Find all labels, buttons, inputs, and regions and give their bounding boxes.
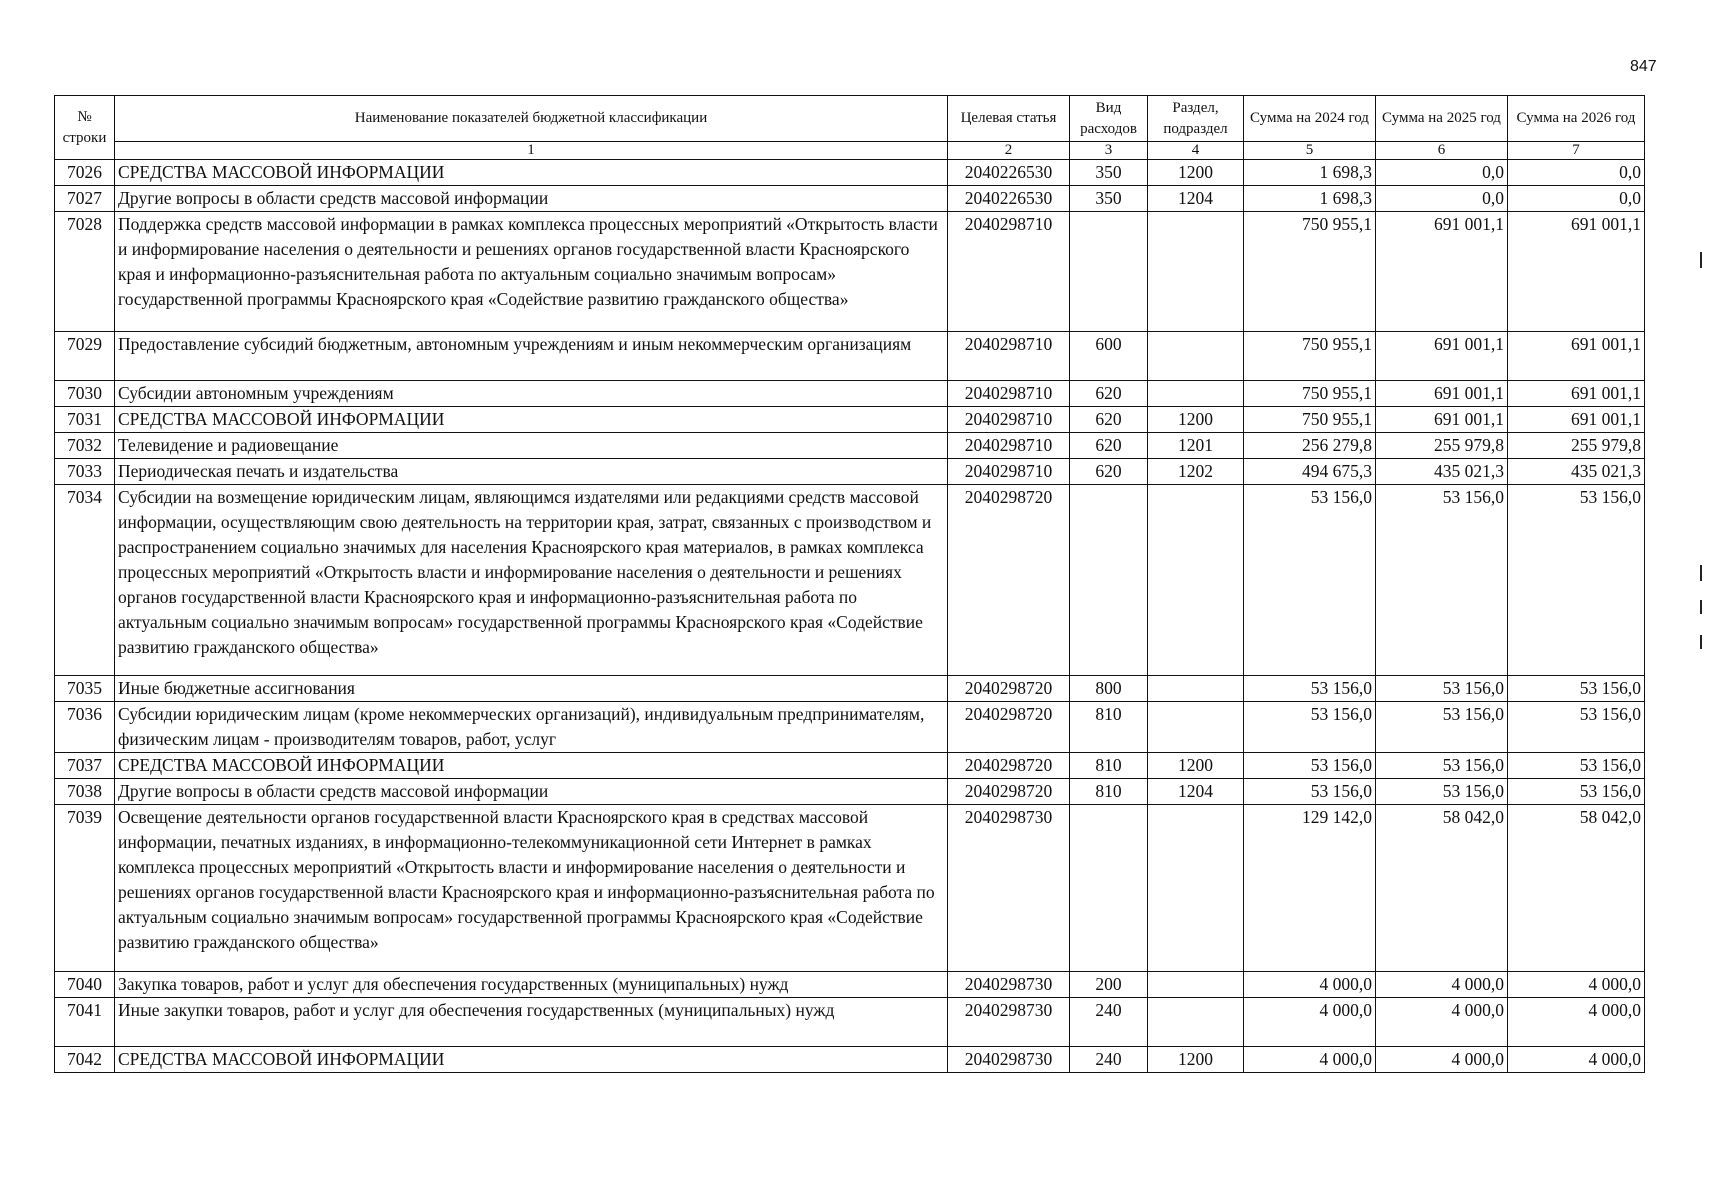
row-number: 7034 — [55, 485, 115, 676]
table-row — [55, 433, 1645, 459]
row-number: 7040 — [55, 972, 115, 998]
section-subsection — [1148, 972, 1244, 998]
indicator-name: Субсидии юридическим лицам (кроме некоммерческих организаций), индивидуальным предпринимателям, физическим лицам - производителям товаров, работ, услуг — [115, 701, 948, 752]
row-number: 7042 — [55, 1047, 115, 1073]
section-subsection — [1148, 804, 1244, 971]
column-number: 3 — [1070, 142, 1148, 160]
column-number: 2 — [948, 142, 1070, 160]
sum-2025: 435 021,3 — [1376, 459, 1508, 485]
sum-2026: 58 042,0 — [1508, 804, 1645, 971]
section-subsection — [1148, 998, 1244, 1047]
expense-kind: 800 — [1070, 675, 1148, 701]
row-number: 7030 — [55, 381, 115, 407]
sum-2026: 53 156,0 — [1508, 778, 1645, 804]
sum-2024: 750 955,1 — [1244, 212, 1376, 332]
sum-2025: 53 156,0 — [1376, 778, 1508, 804]
row-number: 7037 — [55, 752, 115, 778]
row-number: 7038 — [55, 778, 115, 804]
indicator-name: СРЕДСТВА МАССОВОЙ ИНФОРМАЦИИ — [115, 1047, 948, 1073]
expense-kind: 620 — [1070, 381, 1148, 407]
column-number: 6 — [1376, 142, 1508, 160]
table-row — [55, 675, 1645, 701]
expense-kind: 600 — [1070, 332, 1148, 381]
target-article: 2040298730 — [948, 1047, 1070, 1073]
column-number: 1 — [115, 142, 948, 160]
sum-2025: 691 001,1 — [1376, 407, 1508, 433]
column-number: 4 — [1148, 142, 1244, 160]
indicator-name: Периодическая печать и издательства — [115, 459, 948, 485]
table-row — [55, 972, 1645, 998]
sum-2025: 691 001,1 — [1376, 332, 1508, 381]
target-article: 2040298710 — [948, 433, 1070, 459]
sum-2026: 255 979,8 — [1508, 433, 1645, 459]
sum-2026: 53 156,0 — [1508, 675, 1645, 701]
table-row — [55, 381, 1645, 407]
indicator-name: Телевидение и радиовещание — [115, 433, 948, 459]
target-article: 2040226530 — [948, 186, 1070, 212]
sum-2026: 435 021,3 — [1508, 459, 1645, 485]
target-article: 2040298730 — [948, 972, 1070, 998]
sum-2024: 1 698,3 — [1244, 186, 1376, 212]
target-article: 2040298730 — [948, 998, 1070, 1047]
scan-mark — [1700, 600, 1702, 614]
sum-2024: 4 000,0 — [1244, 1047, 1376, 1073]
sum-2026: 691 001,1 — [1508, 212, 1645, 332]
section-subsection: 1201 — [1148, 433, 1244, 459]
target-article: 2040298710 — [948, 381, 1070, 407]
header-row-no: № строки — [55, 96, 115, 160]
target-article: 2040298730 — [948, 804, 1070, 971]
sum-2024: 53 156,0 — [1244, 752, 1376, 778]
indicator-name: Закупка товаров, работ и услуг для обеспечения государственных (муниципальных) нужд — [115, 972, 948, 998]
indicator-name: СРЕДСТВА МАССОВОЙ ИНФОРМАЦИИ — [115, 160, 948, 186]
section-subsection — [1148, 212, 1244, 332]
expense-kind — [1070, 804, 1148, 971]
expense-kind: 620 — [1070, 433, 1148, 459]
target-article: 2040298720 — [948, 701, 1070, 752]
sum-2025: 0,0 — [1376, 160, 1508, 186]
indicator-name: Субсидии автономным учреждениям — [115, 381, 948, 407]
sum-2024: 53 156,0 — [1244, 675, 1376, 701]
sum-2026: 53 156,0 — [1508, 752, 1645, 778]
row-number: 7029 — [55, 332, 115, 381]
row-number: 7036 — [55, 701, 115, 752]
expense-kind — [1070, 212, 1148, 332]
sum-2025: 53 156,0 — [1376, 752, 1508, 778]
sum-2024: 4 000,0 — [1244, 998, 1376, 1047]
sum-2025: 4 000,0 — [1376, 1047, 1508, 1073]
scan-mark — [1700, 565, 1702, 581]
sum-2024: 750 955,1 — [1244, 407, 1376, 433]
expense-kind — [1070, 485, 1148, 676]
sum-2024: 750 955,1 — [1244, 381, 1376, 407]
sum-2024: 4 000,0 — [1244, 972, 1376, 998]
sum-2025: 53 156,0 — [1376, 485, 1508, 676]
header-section: Раздел, подраздел — [1148, 96, 1244, 142]
sum-2024: 1 698,3 — [1244, 160, 1376, 186]
section-subsection — [1148, 332, 1244, 381]
target-article: 2040298720 — [948, 778, 1070, 804]
sum-2026: 4 000,0 — [1508, 972, 1645, 998]
sum-2026: 691 001,1 — [1508, 332, 1645, 381]
row-number: 7031 — [55, 407, 115, 433]
sum-2025: 58 042,0 — [1376, 804, 1508, 971]
table-row — [55, 752, 1645, 778]
row-number: 7033 — [55, 459, 115, 485]
indicator-name: Освещение деятельности органов государственной власти Красноярского края в средствах массовой информации, печатных изданиях, в информационно-телекоммуникационной сети Интернет в рамках комплекса процессных мероприятий «Открытость власти и информирование населения о деятельности и решениях органов государственной власти Красноярского края и информационно-разъяснительная работа по актуальным социально значимым вопросам» государственной программы Красноярского края «Содействие развитию гражданского общества» — [115, 804, 948, 971]
indicator-name: Другие вопросы в области средств массовой информации — [115, 778, 948, 804]
table-header — [55, 96, 1645, 160]
sum-2024: 256 279,8 — [1244, 433, 1376, 459]
table-row — [55, 407, 1645, 433]
section-subsection: 1202 — [1148, 459, 1244, 485]
column-number: 5 — [1244, 142, 1376, 160]
page-number: 847 — [1630, 58, 1657, 75]
sum-2026: 691 001,1 — [1508, 381, 1645, 407]
sum-2024: 129 142,0 — [1244, 804, 1376, 971]
target-article: 2040298710 — [948, 212, 1070, 332]
header-sum-2025: Сумма на 2025 год — [1376, 96, 1508, 142]
sum-2026: 53 156,0 — [1508, 485, 1645, 676]
sum-2026: 4 000,0 — [1508, 1047, 1645, 1073]
table-row — [55, 160, 1645, 186]
column-number: 7 — [1508, 142, 1645, 160]
indicator-name: Субсидии на возмещение юридическим лицам, являющимся издателями или редакциями средств массовой информации, осуществляющим свою деятельность на территории края, затрат, связанных с производством и распространением социально значимых для населения Красноярского края материалов, в рамках комплекса процессных мероприятий «Открытость власти и информирование населения о деятельности и решениях органов государственной власти Красноярского края и информационно-разъяснительная работа по актуальным социально значимым вопросам» государственной программы Красноярского края «Содействие развитию гражданского общества» — [115, 485, 948, 676]
sum-2024: 53 156,0 — [1244, 778, 1376, 804]
sum-2025: 691 001,1 — [1376, 381, 1508, 407]
sum-2025: 4 000,0 — [1376, 998, 1508, 1047]
expense-kind: 620 — [1070, 459, 1148, 485]
expense-kind: 810 — [1070, 701, 1148, 752]
scan-mark — [1700, 252, 1702, 268]
target-article: 2040298710 — [948, 332, 1070, 381]
sum-2024: 494 675,3 — [1244, 459, 1376, 485]
section-subsection: 1200 — [1148, 407, 1244, 433]
row-number: 7041 — [55, 998, 115, 1047]
sum-2025: 0,0 — [1376, 186, 1508, 212]
sum-2025: 4 000,0 — [1376, 972, 1508, 998]
table-row — [55, 459, 1645, 485]
header-name: Наименование показателей бюджетной классификации — [115, 96, 948, 142]
header-kind: Вид расходов — [1070, 96, 1148, 142]
table-row — [55, 998, 1645, 1047]
expense-kind: 620 — [1070, 407, 1148, 433]
budget-table — [54, 95, 1645, 1073]
target-article: 2040298720 — [948, 485, 1070, 676]
indicator-name: Другие вопросы в области средств массовой информации — [115, 186, 948, 212]
indicator-name: Поддержка средств массовой информации в рамках комплекса процессных мероприятий «Открытость власти и информирование населения о деятельности и решениях органов государственной власти Красноярского края и информационно-разъяснительная работа по актуальным социально значимым вопросам» государственной программы Красноярского края «Содействие развитию гражданского общества» — [115, 212, 948, 332]
table-row — [55, 778, 1645, 804]
target-article: 2040226530 — [948, 160, 1070, 186]
table-row — [55, 212, 1645, 332]
table-row — [55, 1047, 1645, 1073]
sum-2024: 750 955,1 — [1244, 332, 1376, 381]
row-number: 7032 — [55, 433, 115, 459]
section-subsection: 1204 — [1148, 186, 1244, 212]
target-article: 2040298720 — [948, 675, 1070, 701]
section-subsection: 1200 — [1148, 160, 1244, 186]
table-row — [55, 186, 1645, 212]
header-sum-2024: Сумма на 2024 год — [1244, 96, 1376, 142]
header-target: Целевая статья — [948, 96, 1070, 142]
scan-mark — [1700, 635, 1702, 649]
section-subsection: 1204 — [1148, 778, 1244, 804]
table-row — [55, 485, 1645, 676]
table-body — [55, 160, 1645, 1073]
indicator-name: СРЕДСТВА МАССОВОЙ ИНФОРМАЦИИ — [115, 752, 948, 778]
table-row — [55, 804, 1645, 971]
sum-2025: 691 001,1 — [1376, 212, 1508, 332]
section-subsection — [1148, 381, 1244, 407]
indicator-name: СРЕДСТВА МАССОВОЙ ИНФОРМАЦИИ — [115, 407, 948, 433]
section-subsection: 1200 — [1148, 752, 1244, 778]
target-article: 2040298710 — [948, 407, 1070, 433]
sum-2026: 0,0 — [1508, 186, 1645, 212]
indicator-name: Иные бюджетные ассигнования — [115, 675, 948, 701]
sum-2024: 53 156,0 — [1244, 485, 1376, 676]
expense-kind: 200 — [1070, 972, 1148, 998]
expense-kind: 810 — [1070, 778, 1148, 804]
sum-2025: 255 979,8 — [1376, 433, 1508, 459]
target-article: 2040298710 — [948, 459, 1070, 485]
table-row — [55, 701, 1645, 752]
expense-kind: 350 — [1070, 186, 1148, 212]
sum-2024: 53 156,0 — [1244, 701, 1376, 752]
section-subsection — [1148, 485, 1244, 676]
section-subsection — [1148, 675, 1244, 701]
row-number: 7035 — [55, 675, 115, 701]
table-row — [55, 332, 1645, 381]
row-number: 7028 — [55, 212, 115, 332]
sum-2025: 53 156,0 — [1376, 701, 1508, 752]
sum-2026: 691 001,1 — [1508, 407, 1645, 433]
section-subsection — [1148, 701, 1244, 752]
sum-2026: 4 000,0 — [1508, 998, 1645, 1047]
sum-2026: 53 156,0 — [1508, 701, 1645, 752]
indicator-name: Предоставление субсидий бюджетным, автономным учреждениям и иным некоммерческим организациям — [115, 332, 948, 381]
row-number: 7027 — [55, 186, 115, 212]
expense-kind: 350 — [1070, 160, 1148, 186]
expense-kind: 810 — [1070, 752, 1148, 778]
sum-2025: 53 156,0 — [1376, 675, 1508, 701]
expense-kind: 240 — [1070, 1047, 1148, 1073]
header-sum-2026: Сумма на 2026 год — [1508, 96, 1645, 142]
sum-2026: 0,0 — [1508, 160, 1645, 186]
indicator-name: Иные закупки товаров, работ и услуг для обеспечения государственных (муниципальных) нужд — [115, 998, 948, 1047]
row-number: 7039 — [55, 804, 115, 971]
section-subsection: 1200 — [1148, 1047, 1244, 1073]
row-number: 7026 — [55, 160, 115, 186]
expense-kind: 240 — [1070, 998, 1148, 1047]
target-article: 2040298720 — [948, 752, 1070, 778]
